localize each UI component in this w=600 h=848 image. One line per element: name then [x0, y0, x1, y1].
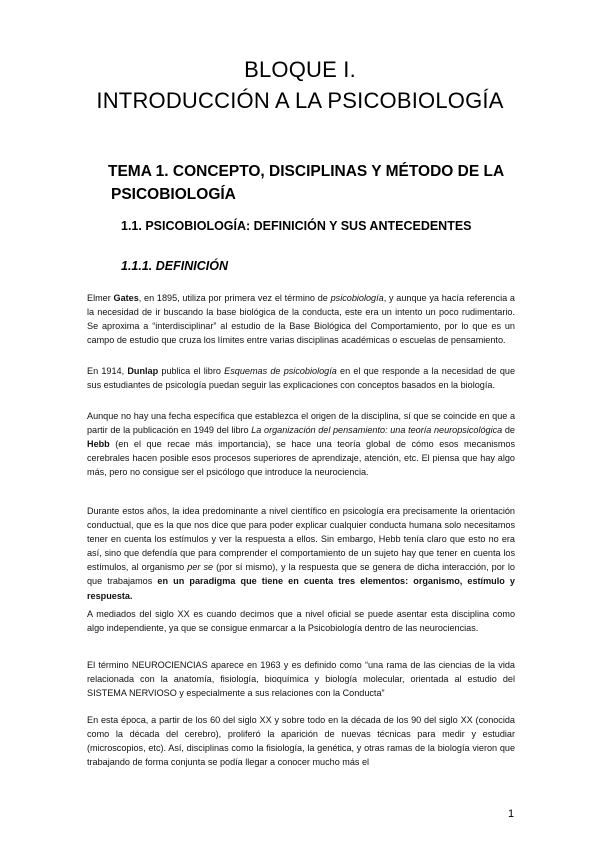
- p3-text-c: de: [502, 425, 515, 436]
- section-heading: 1.1. PSICOBIOLOGÍA: DEFINICIÓN Y SUS ANTECEDENTES: [121, 219, 472, 233]
- paragraph-hebb: [87, 409, 515, 479]
- paragraph-epoca: En esta época, a partir de los 60 del siglo XX y sobre todo en la década de los 90 del siglo XX (conocida como la década del cerebro), proliferó la aparición de nuevas técnicas para medir y estudiar (microscopios, etc). Así, disciplinas como la fisiología, la genética, y otras ramas de la biología vieron que trabajando de forma conjunta se podía llegar a conocer mucho más el: [87, 715, 515, 768]
- p3-book-title: La organización del pensamiento: una teoría neuropsicológica: [251, 425, 503, 436]
- p4-paradigma: en un paradigma que tiene en cuenta tres elementos: organismo, estímulo y respuesta.: [87, 576, 515, 601]
- p2-book-title: Esquemas de psicobiología: [224, 366, 337, 376]
- paragraph-neurociencias: El término NEUROCIENCIAS aparece en 1963 y es definido como “una rama de las ciencias de la vida relacionada con la anatomía, fisiología, bioquímica y biología molecular, orientada al estudio del SISTEMA NERVIOSO y especialmente a sus relaciones con la Conducta”: [87, 660, 515, 699]
- p3-hebb-name: Hebb: [87, 439, 110, 450]
- paragraph-gates: [87, 291, 515, 347]
- tema-line-2: PSICOBIOLOGÍA: [111, 186, 236, 203]
- p1-text-a: Elmer: [87, 293, 114, 303]
- p2-text-c: publica el libro: [158, 366, 225, 376]
- p4-text-a: Durante estos años, la idea predominante a nivel científico en psicología era precisamente la orientación conductual, que es la que nos dice que para poder explicar cualquier conducta humana solo necesitamos tener en cuenta los estímulos y ver la respuesta a ellos. Sin embargo, Hebb tenía claro que esto no era así, sino que defendía que para comprender el comportamiento de un sujeto hay que tener en cuenta los estímulos, al organismo: [87, 506, 515, 573]
- bloque-title: BLOQUE I.: [244, 57, 356, 82]
- p2-text-e: en el que responde a la necesidad de que sus estudiantes de psicología puedan seguir las explicaciones con conceptos basados en la biología.: [87, 366, 516, 391]
- p1-term-psicobiologia: psicobiología: [330, 293, 384, 303]
- p2-dunlap-name: Dunlap: [127, 366, 159, 376]
- p1-gates-name: Gates: [113, 293, 139, 303]
- paragraph-siglo-xx: A mediados del siglo XX es cuando decimos que a nivel oficial se puede asentar esta disciplina como algo independiente, ya que se consigue enmarcar a la Psicobiología dentro de las neurociencias.: [87, 609, 515, 634]
- subsection-heading: 1.1.1. DEFINICIÓN: [121, 259, 228, 273]
- paragraph-conductual: [87, 504, 515, 603]
- p1-text-e: , y aunque ya hacía referencia a la necesidad de ir buscando la base biológica de la conducta, este era un intento un poco rudimentario. Se aproxima a “interdisciplinar” al estudio de la Base Biológica del Comportamiento, por lo que es un campo de estudio que cruza los límites entre varias disciplinas académicas o escuelas de pensamiento.: [87, 293, 515, 346]
- p1-text-c: , en 1895, utiliza por primera vez el término de: [138, 293, 331, 303]
- page-number: 1: [508, 808, 515, 820]
- p4-per-se: per se: [187, 562, 214, 573]
- intro-title: INTRODUCCIÓN A LA PSICOBIOLOGÍA: [96, 88, 504, 113]
- p3-text-e: (en el que recae más importancia), se hace una teoría global de cómo esos mecanismos cerebrales hacen posible esos procesos superiores de aprendizaje, atención, etc. El piensa que hay algo más, pero no consigue ser el psicólogo que introduce la neurociencia.: [87, 439, 515, 478]
- tema-title: [108, 160, 528, 206]
- p4-text-c: (por sí mismo), y la respuesta que se genera de dicha interacción, por lo que trabajamos: [87, 562, 515, 587]
- p2-text-a: En 1914,: [87, 366, 128, 376]
- paragraph-dunlap: [87, 364, 515, 392]
- p3-text-a: Aunque no hay una fecha específica que establezca el origen de la disciplina, sí que se coincide en que a partir de la publicación en 1949 del libro: [87, 411, 515, 436]
- tema-line-1: TEMA 1. CONCEPTO, DISCIPLINAS Y MÉTODO DE LA: [108, 163, 505, 180]
